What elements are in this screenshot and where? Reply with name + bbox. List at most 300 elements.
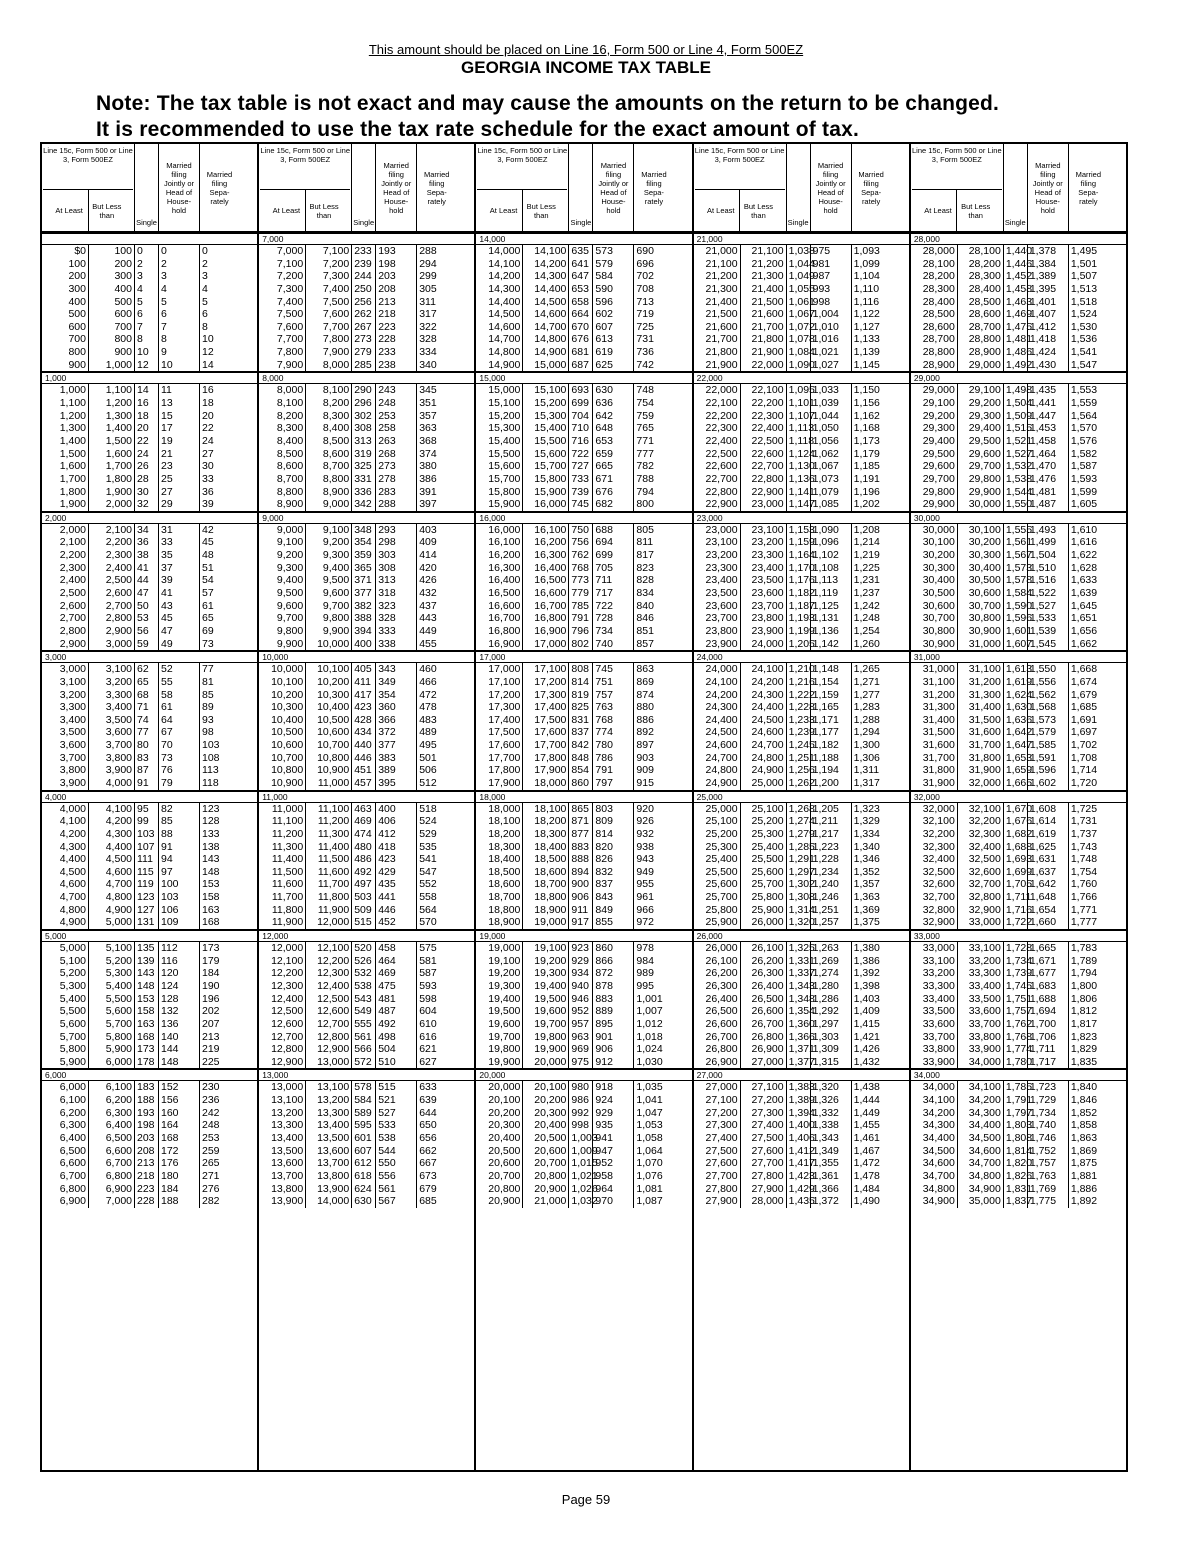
but-less-than-cell: 11,200 xyxy=(305,815,351,828)
but-less-than-cell: 23,100 xyxy=(740,524,786,537)
at-least-cell: 18,300 xyxy=(488,840,521,853)
but-less-than-cell: 18,200 xyxy=(522,815,568,828)
married-joint-tax-cell: 481 xyxy=(375,993,416,1006)
table-row xyxy=(259,270,474,283)
married-joint-tax-cell: 1,734 xyxy=(1027,1107,1068,1120)
but-less-than-cell: 9,500 xyxy=(305,574,351,587)
married-separate-tax-cell: 587 xyxy=(416,967,456,980)
single-tax-cell: 365 xyxy=(351,562,375,575)
married-separate-tax-cell: 45 xyxy=(199,536,239,549)
block-label: 12,000 xyxy=(259,931,474,942)
at-least-cell: 1,700 xyxy=(59,472,86,485)
table-block xyxy=(694,371,909,510)
married-joint-tax-cell: 1,556 xyxy=(1027,676,1068,689)
married-joint-header: Married filing Jointly or Head of House-hold xyxy=(592,144,633,231)
married-joint-tax-cell: 1,763 xyxy=(1027,1170,1068,1183)
at-least-cell: 1,100 xyxy=(59,397,86,410)
but-less-than-cell: 14,700 xyxy=(522,321,568,334)
table-row xyxy=(42,536,257,549)
but-less-than-cell: 11,900 xyxy=(305,904,351,917)
at-least-cell: 7,800 xyxy=(276,346,304,359)
single-tax-cell: 1,302 xyxy=(786,878,810,891)
single-tax-cell: 1,251 xyxy=(786,752,810,765)
but-less-than-cell: 4,400 xyxy=(88,841,134,854)
at-least-cell: 11,000 xyxy=(271,802,304,815)
but-less-than-cell: 3,600 xyxy=(88,726,134,739)
but-less-than-cell: 30,400 xyxy=(957,562,1003,575)
at-least-cell: 25,200 xyxy=(705,827,738,840)
single-tax-cell: 1,504 xyxy=(1003,397,1027,410)
at-least-cell: 18,700 xyxy=(488,891,521,904)
table-row xyxy=(259,752,474,765)
block-label: 9,000 xyxy=(259,513,474,524)
single-tax-cell: 103 xyxy=(134,828,158,841)
at-least-cell: 1,600 xyxy=(59,460,86,473)
at-least-cell: 26,200 xyxy=(705,967,738,980)
at-least-cell: 8,000 xyxy=(276,384,304,397)
table-row xyxy=(694,460,909,473)
at-least-cell: 20,100 xyxy=(488,1094,521,1107)
but-less-than-cell: 25,900 xyxy=(740,904,786,917)
single-tax-cell: 1,400 xyxy=(786,1119,810,1132)
married-joint-tax-cell: 1,407 xyxy=(1027,308,1068,321)
at-least-cell: 18,400 xyxy=(488,853,521,866)
at-least-cell: 25,800 xyxy=(705,903,738,916)
married-joint-tax-cell: 1,642 xyxy=(1027,878,1068,891)
but-less-than-cell: 7,700 xyxy=(305,321,351,334)
at-least-cell: 11,500 xyxy=(271,865,304,878)
married-joint-tax-cell: 1,217 xyxy=(810,828,851,841)
at-least-cell: 28,500 xyxy=(922,308,955,321)
but-less-than-cell: 2,700 xyxy=(88,600,134,613)
at-least-cell: 17,300 xyxy=(488,701,521,714)
married-joint-tax-cell: 722 xyxy=(592,600,633,613)
married-joint-tax-cell: 1,292 xyxy=(810,1005,851,1018)
but-less-than-cell: 30,000 xyxy=(957,498,1003,511)
table-row xyxy=(694,815,909,828)
at-least-cell: 27,400 xyxy=(705,1132,738,1144)
married-joint-tax-cell: 94 xyxy=(158,853,199,866)
table-row xyxy=(259,777,474,790)
block-label: 11,000 xyxy=(259,792,474,803)
but-less-than-cell: 30,800 xyxy=(957,612,1003,625)
single-tax-cell: 12 xyxy=(134,359,158,372)
married-separate-tax-cell: 892 xyxy=(633,726,673,739)
married-joint-tax-cell: 1,418 xyxy=(1027,333,1068,346)
single-tax-cell: 578 xyxy=(351,1081,375,1094)
but-less-than-cell: 27,000 xyxy=(740,1056,786,1069)
single-tax-cell: 1,205 xyxy=(786,638,810,651)
but-less-than-cell: 26,000 xyxy=(740,916,786,929)
but-less-than-cell: 18,000 xyxy=(522,777,568,790)
single-tax-cell: 998 xyxy=(568,1119,592,1132)
table-row xyxy=(476,1081,691,1094)
table-row xyxy=(42,562,257,575)
single-tax-cell: 1,682 xyxy=(1003,828,1027,841)
placement-instruction: This amount should be placed on Line 16, Form 500 or Line 4, Form 500EZ xyxy=(368,42,804,57)
at-least-cell: 17,800 xyxy=(488,764,521,777)
single-tax-cell: 555 xyxy=(351,1018,375,1031)
married-joint-tax-cell: 15 xyxy=(158,410,199,423)
at-least-cell: 26,400 xyxy=(705,992,738,1005)
but-less-than-cell: 29,800 xyxy=(957,473,1003,486)
married-separate-tax-cell: 403 xyxy=(416,524,456,537)
married-separate-tax-cell: 1,530 xyxy=(1068,321,1108,334)
but-less-than-cell: 24,500 xyxy=(740,714,786,727)
married-separate-tax-cell: 1,444 xyxy=(851,1094,891,1107)
table-row xyxy=(259,359,474,372)
table-row xyxy=(694,689,909,702)
married-joint-tax-cell: 268 xyxy=(375,448,416,461)
but-less-than-cell: 10,300 xyxy=(305,689,351,702)
married-joint-tax-cell: 464 xyxy=(375,955,416,968)
married-joint-tax-cell: 1,435 xyxy=(1027,384,1068,397)
married-separate-tax-cell: 1,288 xyxy=(851,714,891,727)
married-separate-tax-cell: 943 xyxy=(633,853,673,866)
married-joint-tax-cell: 33 xyxy=(158,536,199,549)
married-separate-tax-cell: 1,645 xyxy=(1068,600,1108,613)
at-least-cell: 700 xyxy=(68,333,86,346)
single-tax-cell: 111 xyxy=(134,853,158,866)
but-less-than-cell: 13,900 xyxy=(305,1183,351,1196)
married-separate-tax-cell: 581 xyxy=(416,955,456,968)
but-less-than-cell: 4,900 xyxy=(88,904,134,917)
at-least-cell: 20,200 xyxy=(488,1106,521,1119)
at-least-cell: 19,200 xyxy=(488,967,521,980)
married-joint-tax-cell: 446 xyxy=(375,904,416,917)
married-joint-tax-cell: 602 xyxy=(592,308,633,321)
at-least-cell: 29,100 xyxy=(922,397,955,410)
but-less-than-cell: 8,700 xyxy=(305,460,351,473)
but-less-than-cell: 19,100 xyxy=(522,942,568,955)
married-separate-tax-cell: 380 xyxy=(416,460,456,473)
but-less-than-cell: 33,700 xyxy=(957,1018,1003,1031)
married-joint-tax-cell: 1,717 xyxy=(1027,1056,1068,1069)
at-least-cell: 26,600 xyxy=(705,1017,738,1030)
at-least-cell: 22,400 xyxy=(705,434,738,447)
single-tax-cell: 1,676 xyxy=(1003,815,1027,828)
at-least-cell: 25,600 xyxy=(705,878,738,891)
table-row xyxy=(476,283,691,296)
married-joint-tax-cell: 73 xyxy=(158,752,199,765)
married-joint-tax-cell: 184 xyxy=(158,1183,199,1196)
but-less-than-cell: 600 xyxy=(88,308,134,321)
table-row xyxy=(259,803,474,816)
married-separate-tax-cell: 414 xyxy=(416,549,456,562)
table-row xyxy=(42,916,257,929)
table-row xyxy=(476,612,691,625)
but-less-than-cell: 29,400 xyxy=(957,422,1003,435)
married-joint-tax-cell: 653 xyxy=(592,435,633,448)
block-label: 3,000 xyxy=(42,652,257,663)
married-joint-tax-cell: 29 xyxy=(158,498,199,511)
but-less-than-cell: 200 xyxy=(88,258,134,271)
single-tax-cell: 213 xyxy=(134,1157,158,1170)
table-header xyxy=(476,144,691,232)
married-joint-tax-cell: 1,263 xyxy=(810,942,851,955)
table-row xyxy=(694,803,909,816)
married-joint-tax-cell: 1,211 xyxy=(810,815,851,828)
married-joint-tax-cell: 41 xyxy=(158,587,199,600)
but-less-than-cell: 15,400 xyxy=(522,422,568,435)
table-row xyxy=(476,676,691,689)
single-tax-cell: 1,274 xyxy=(786,815,810,828)
married-separate-tax-cell: 1,438 xyxy=(851,1081,891,1094)
married-separate-tax-cell: 1,156 xyxy=(851,397,891,410)
single-tax-cell: 1,670 xyxy=(1003,803,1027,816)
married-separate-tax-cell: 391 xyxy=(416,486,456,499)
but-less-than-cell: 4,200 xyxy=(88,815,134,828)
at-least-cell: 13,100 xyxy=(271,1094,304,1107)
married-joint-tax-cell: 1,165 xyxy=(810,701,851,714)
married-joint-tax-cell: 208 xyxy=(375,283,416,296)
married-separate-tax-cell: 1,173 xyxy=(851,435,891,448)
table-row xyxy=(42,828,257,841)
single-tax-cell: 44 xyxy=(134,574,158,587)
at-least-cell: 9,500 xyxy=(276,587,304,600)
married-joint-tax-cell: 688 xyxy=(592,524,633,537)
single-tax-cell: 1,291 xyxy=(786,853,810,866)
married-joint-tax-cell: 395 xyxy=(375,777,416,790)
married-joint-tax-cell: 469 xyxy=(375,967,416,980)
but-less-than-cell: 2,900 xyxy=(88,625,134,638)
at-least-cell: 9,000 xyxy=(276,523,304,536)
married-separate-tax-cell: 558 xyxy=(416,891,456,904)
married-joint-tax-cell: 676 xyxy=(592,486,633,499)
table-row xyxy=(476,891,691,904)
married-joint-tax-cell: 1,320 xyxy=(810,1081,851,1094)
table-block xyxy=(259,371,474,510)
but-less-than-cell: 9,900 xyxy=(305,625,351,638)
married-joint-tax-cell: 1,671 xyxy=(1027,955,1068,968)
at-least-cell: 29,400 xyxy=(922,434,955,447)
at-least-cell: 33,100 xyxy=(922,954,955,967)
table-block xyxy=(694,790,909,929)
block-label: 30,000 xyxy=(911,513,1126,524)
table-row xyxy=(42,473,257,486)
married-separate-tax-cell: 782 xyxy=(633,460,673,473)
married-joint-tax-cell: 1,148 xyxy=(810,663,851,676)
married-joint-tax-cell: 1,194 xyxy=(810,764,851,777)
at-least-cell: 3,100 xyxy=(59,675,86,688)
table-row xyxy=(476,993,691,1006)
but-less-than-cell: 21,100 xyxy=(740,245,786,258)
single-tax-cell: 302 xyxy=(351,410,375,423)
single-tax-cell: 38 xyxy=(134,549,158,562)
but-less-than-cell: 3,300 xyxy=(88,689,134,702)
at-least-cell: 29,000 xyxy=(922,384,955,397)
married-separate-tax-cell: 656 xyxy=(416,1132,456,1145)
table-block xyxy=(694,929,909,1068)
married-separate-tax-cell: 248 xyxy=(199,1119,239,1132)
married-joint-tax-cell: 878 xyxy=(592,980,633,993)
at-least-cell: 21,700 xyxy=(705,333,738,346)
married-separate-tax-cell: 679 xyxy=(416,1183,456,1196)
married-separate-tax-cell: 1,553 xyxy=(1068,384,1108,397)
at-least-cell: 27,100 xyxy=(705,1094,738,1107)
married-joint-tax-cell: 288 xyxy=(375,498,416,511)
married-joint-tax-cell: 780 xyxy=(592,739,633,752)
single-tax-cell: 1,118 xyxy=(786,435,810,448)
married-joint-tax-cell: 1,757 xyxy=(1027,1157,1068,1170)
table-row xyxy=(911,258,1126,271)
married-separate-tax-cell: 644 xyxy=(416,1107,456,1120)
married-joint-tax-cell: 970 xyxy=(592,1195,633,1208)
married-joint-tax-cell: 328 xyxy=(375,612,416,625)
table-row xyxy=(694,752,909,765)
but-less-than-cell: 26,300 xyxy=(740,967,786,980)
married-joint-tax-cell: 895 xyxy=(592,1018,633,1031)
single-tax-cell: 1,458 xyxy=(1003,283,1027,296)
table-row xyxy=(911,1081,1126,1094)
but-less-than-cell: 24,400 xyxy=(740,701,786,714)
at-least-cell: 12,200 xyxy=(271,967,304,980)
at-least-cell: 17,900 xyxy=(488,776,521,789)
married-separate-tax-cell: 1,714 xyxy=(1068,764,1108,777)
at-least-cell: 11,700 xyxy=(271,891,304,904)
but-less-than-cell: 6,700 xyxy=(88,1157,134,1170)
but-less-than-cell: 15,900 xyxy=(522,486,568,499)
married-joint-tax-cell: 148 xyxy=(158,1056,199,1069)
married-separate-tax-cell: 1,369 xyxy=(851,904,891,917)
at-least-cell: 21,600 xyxy=(705,320,738,333)
married-joint-tax-cell: 218 xyxy=(375,308,416,321)
table-block xyxy=(476,511,691,650)
married-joint-tax-cell: 1,205 xyxy=(810,803,851,816)
married-separate-tax-cell: 1,881 xyxy=(1068,1170,1108,1183)
but-less-than-cell: 7,100 xyxy=(305,245,351,258)
at-least-cell: 33,200 xyxy=(922,967,955,980)
married-separate-tax-cell: 207 xyxy=(199,1018,239,1031)
table-row xyxy=(476,1157,691,1170)
table-row xyxy=(911,384,1126,397)
single-tax-cell: 1,590 xyxy=(1003,600,1027,613)
at-least-cell: 2,700 xyxy=(59,612,86,625)
married-joint-tax-cell: 694 xyxy=(592,536,633,549)
single-tax-cell: 1,642 xyxy=(1003,726,1027,739)
single-tax-cell: 262 xyxy=(351,308,375,321)
but-less-than-cell: 5,500 xyxy=(88,993,134,1006)
single-tax-cell: 1,699 xyxy=(1003,866,1027,879)
married-separate-tax-cell: 506 xyxy=(416,764,456,777)
married-joint-tax-cell: 1,775 xyxy=(1027,1195,1068,1208)
at-least-cell: 33,000 xyxy=(922,942,955,955)
table-row xyxy=(694,1107,909,1120)
table-row xyxy=(694,308,909,321)
table-row xyxy=(911,663,1126,676)
single-tax-cell: 819 xyxy=(568,689,592,702)
at-least-cell: 14,000 xyxy=(488,245,521,257)
single-tax-cell: 1,630 xyxy=(1003,701,1027,714)
table-row xyxy=(42,663,257,676)
table-row xyxy=(476,828,691,841)
but-less-than-cell: 33,300 xyxy=(957,967,1003,980)
income-range-header xyxy=(259,144,351,231)
single-tax-cell: 47 xyxy=(134,587,158,600)
single-tax-cell: 934 xyxy=(568,967,592,980)
but-less-than-cell: 12,600 xyxy=(305,1005,351,1018)
but-less-than-cell: 7,900 xyxy=(305,346,351,359)
table-row xyxy=(476,1056,691,1069)
but-less-than-cell: 20,600 xyxy=(522,1145,568,1158)
table-row xyxy=(694,625,909,638)
married-joint-tax-cell: 1,200 xyxy=(810,777,851,790)
married-separate-tax-cell: 650 xyxy=(416,1119,456,1132)
but-less-than-cell: 22,800 xyxy=(740,473,786,486)
but-less-than-cell: 3,400 xyxy=(88,701,134,714)
table-row xyxy=(42,587,257,600)
married-joint-tax-cell: 243 xyxy=(375,384,416,397)
single-tax-cell: 1,067 xyxy=(786,308,810,321)
at-least-cell: 8,900 xyxy=(276,498,304,511)
table-block xyxy=(259,790,474,929)
married-separate-tax-cell: 1,357 xyxy=(851,878,891,891)
but-less-than-cell: 7,600 xyxy=(305,308,351,321)
at-least-cell: 6,900 xyxy=(59,1195,86,1208)
table-row xyxy=(42,397,257,410)
single-tax-cell: 285 xyxy=(351,359,375,372)
but-less-than-header: But Less than xyxy=(956,190,994,231)
at-least-cell: 10,400 xyxy=(271,713,304,726)
table-row xyxy=(476,536,691,549)
at-least-cell: 5,600 xyxy=(59,1017,86,1030)
married-joint-tax-cell: 1,108 xyxy=(810,562,851,575)
married-separate-tax-cell: 54 xyxy=(199,574,239,587)
single-tax-cell: 233 xyxy=(351,245,375,258)
married-separate-tax-cell: 1,731 xyxy=(1068,815,1108,828)
married-separate-tax-cell: 93 xyxy=(199,714,239,727)
at-least-cell: 3,900 xyxy=(59,776,86,789)
table-row xyxy=(911,448,1126,461)
at-least-cell: 17,000 xyxy=(488,663,521,676)
at-least-cell: 4,000 xyxy=(59,802,86,815)
at-least-cell: 11,200 xyxy=(271,827,304,840)
table-row xyxy=(476,625,691,638)
table-row xyxy=(476,321,691,334)
table-row xyxy=(694,904,909,917)
married-separate-tax-cell: 65 xyxy=(199,612,239,625)
married-separate-tax-cell: 48 xyxy=(199,549,239,562)
at-least-cell: 31,100 xyxy=(922,675,955,688)
but-less-than-cell: 25,600 xyxy=(740,866,786,879)
but-less-than-cell: 4,700 xyxy=(88,878,134,891)
table-row xyxy=(694,980,909,993)
married-joint-tax-cell: 510 xyxy=(375,1056,416,1069)
at-least-cell: 11,600 xyxy=(271,878,304,891)
but-less-than-cell: 9,200 xyxy=(305,536,351,549)
married-joint-tax-cell: 441 xyxy=(375,891,416,904)
married-separate-tax-cell: 593 xyxy=(416,980,456,993)
note-line-1: Note: The tax table is not exact and may cause the amounts on the return to be changed. xyxy=(96,92,1000,115)
but-less-than-cell: 26,600 xyxy=(740,1005,786,1018)
but-less-than-cell: 8,300 xyxy=(305,410,351,423)
single-tax-cell: 860 xyxy=(568,777,592,790)
married-separate-tax-cell: 351 xyxy=(416,397,456,410)
table-row xyxy=(42,448,257,461)
but-less-than-cell: 16,200 xyxy=(522,536,568,549)
single-tax-cell: 1,348 xyxy=(786,993,810,1006)
married-joint-tax-cell: 1,131 xyxy=(810,612,851,625)
table-row xyxy=(259,942,474,955)
table-row xyxy=(911,1107,1126,1120)
single-tax-cell: 1,757 xyxy=(1003,1005,1027,1018)
married-joint-tax-cell: 889 xyxy=(592,1005,633,1018)
but-less-than-cell: 9,800 xyxy=(305,612,351,625)
single-tax-cell: 710 xyxy=(568,422,592,435)
at-least-cell: 24,900 xyxy=(705,776,738,789)
married-joint-tax-cell: 429 xyxy=(375,866,416,879)
but-less-than-cell: 20,200 xyxy=(522,1094,568,1107)
